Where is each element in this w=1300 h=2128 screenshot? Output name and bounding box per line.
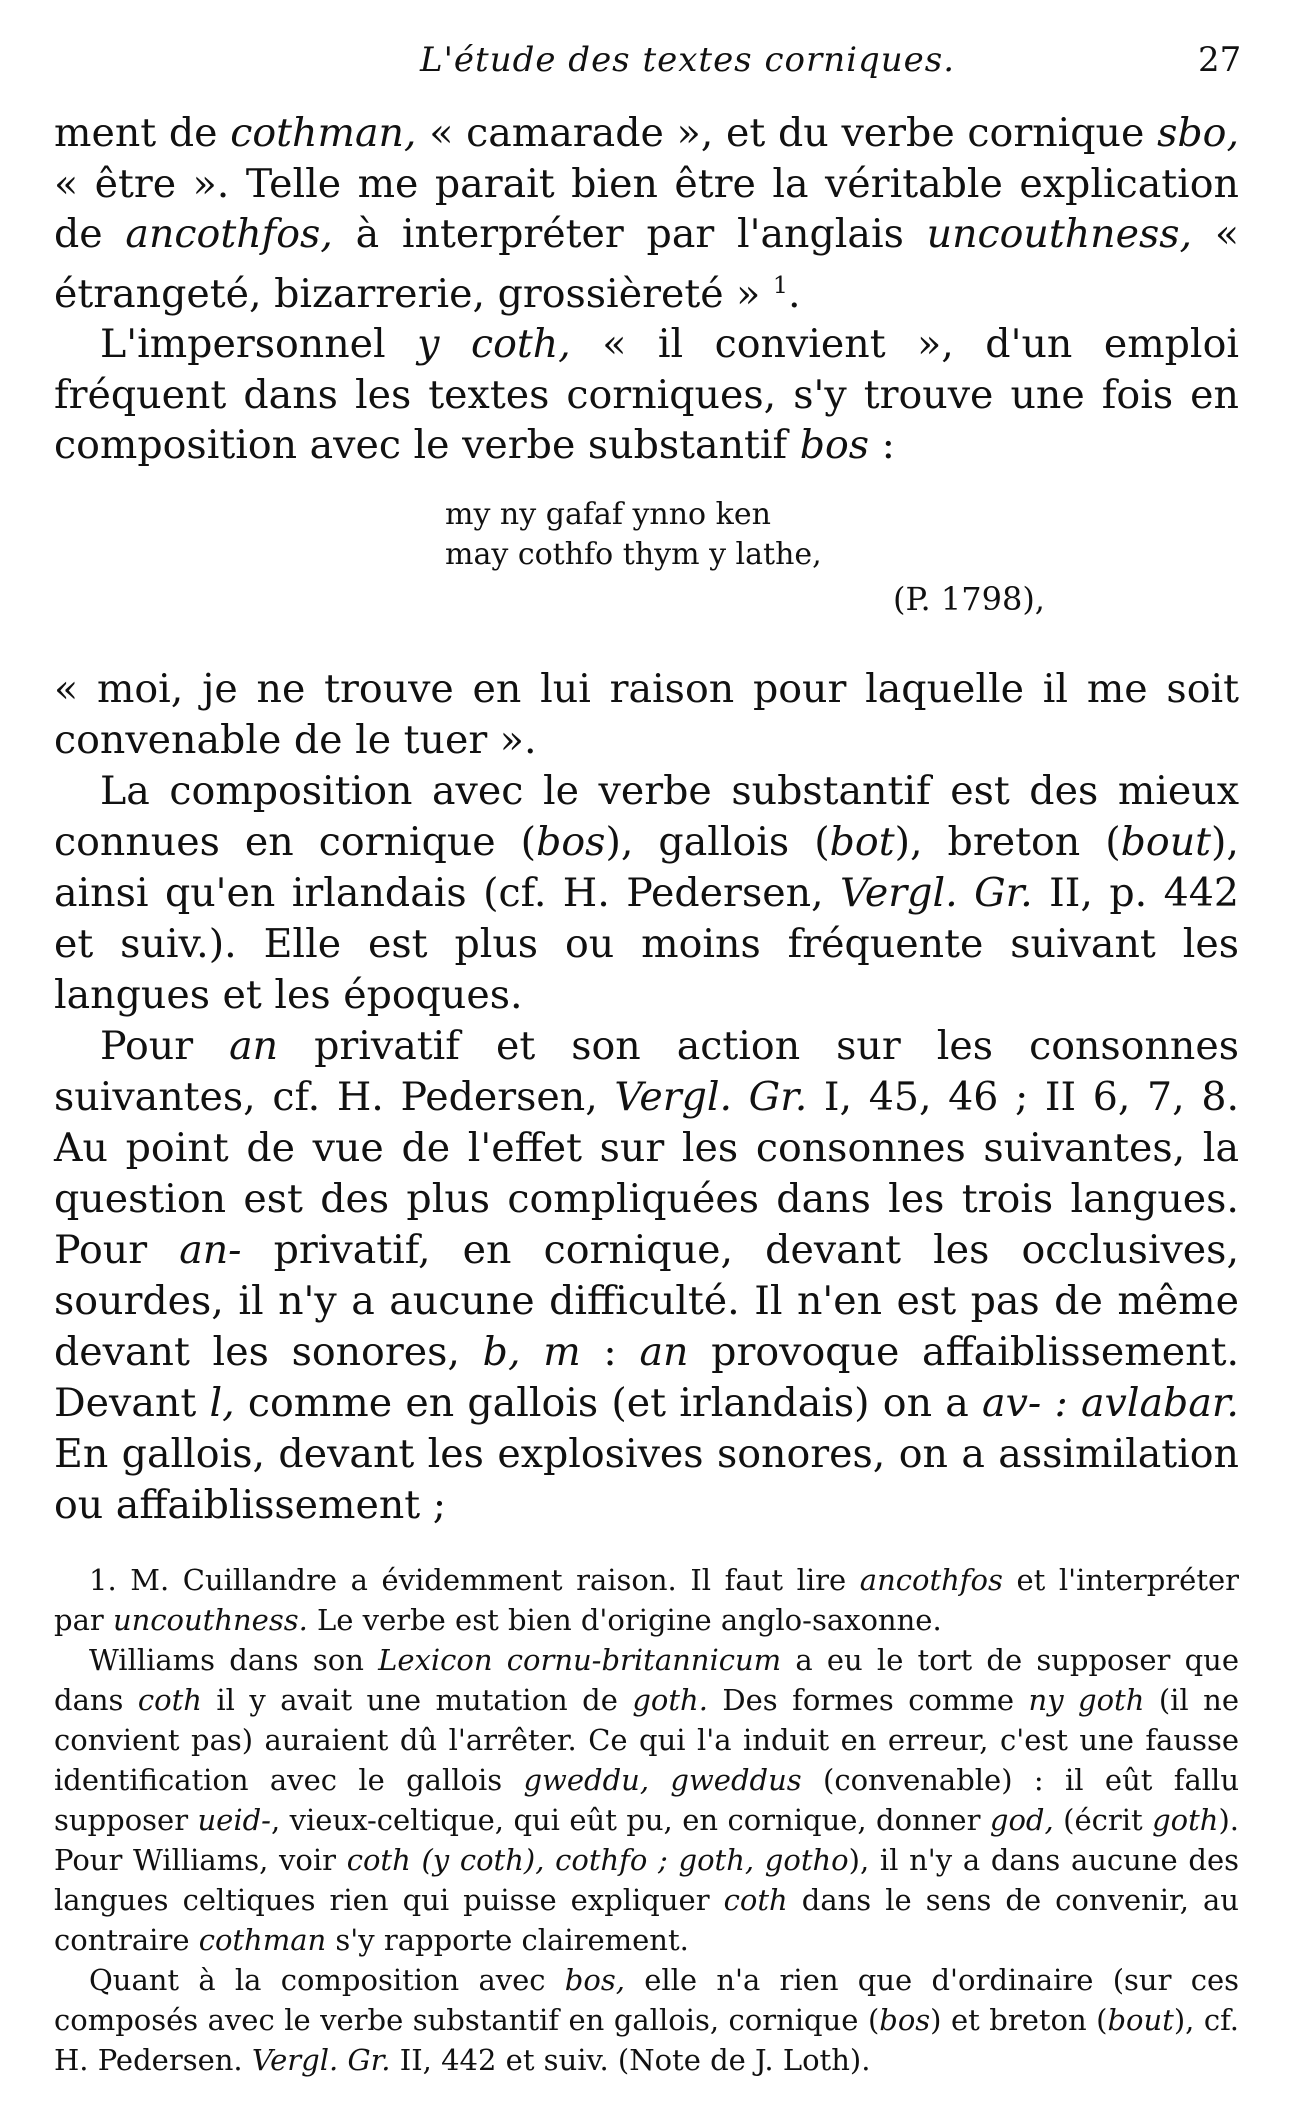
- footnote-marker: 1: [772, 270, 788, 299]
- italic-term: god,: [989, 1803, 1054, 1837]
- paragraph-4: La composition avec le verbe substantif est des mieux connues en cornique (bos), gallois (bot), breton (bout), ainsi qu'en irlandais (cf. H. Pedersen, Vergl. Gr. II, p. 442 et suiv.). Elle est plus ou moins fréquente suivant les langues et les époques.: [54, 768, 1240, 1018]
- page-number: 27: [1198, 40, 1242, 80]
- italic-term: coth: [723, 1883, 788, 1917]
- paragraph-1: ment de cothman, « camarade », et du verbe cornique sbo, « être ». Telle me parait bien être la véritable explication de ancothfos, à interpréter par l'anglais uncouthness, « étrangeté, bizarrerie, grossièreté » $^1$.: [54, 110, 1240, 317]
- italic-term: ueid-: [197, 1803, 271, 1837]
- italic-term: bos: [799, 422, 870, 469]
- italic-term: Lexicon cornu-britannicum: [378, 1643, 782, 1677]
- verse-line-2: may cothfo thym y lathe,: [445, 537, 822, 572]
- italic-term: uncouthness,: [926, 211, 1193, 257]
- italic-term: Vergl. Gr.: [251, 2043, 391, 2077]
- italic-term: bout: [1120, 819, 1212, 865]
- italic-term: bos,: [564, 1963, 625, 1997]
- italic-term: an: [639, 1329, 689, 1375]
- italic-term: ancothfos,: [125, 211, 333, 257]
- italic-term: Vergl. Gr.: [840, 870, 1033, 916]
- italic-term: ny goth: [1028, 1683, 1145, 1717]
- footnotes: [54, 1560, 1239, 2080]
- italic-term: coth (y coth), cothfo ; goth, gotho: [346, 1843, 849, 1877]
- running-head: [0, 40, 1300, 80]
- italic-term: bos: [879, 2003, 931, 2037]
- verse-quote: [445, 495, 822, 575]
- italic-term: sbo,: [1157, 110, 1240, 156]
- italic-term: coth: [137, 1683, 202, 1717]
- italic-term: cothman: [198, 1923, 327, 1957]
- verse-citation: (P. 1798),: [893, 580, 1045, 618]
- footnote-3: Quant à la composition avec bos, elle n'a rien que d'ordinaire (sur ces composés avec le verbe substantif en gallois, cornique (bos) et breton (bout), cf. H. Pedersen. Vergl. Gr. II, 442 et suiv. (Note de J. Loth).: [54, 1963, 1239, 2077]
- italic-term: l,: [209, 1380, 235, 1426]
- italic-term: goth: [1152, 1803, 1219, 1837]
- italic-term: y coth,: [417, 321, 571, 368]
- italic-term: Vergl. Gr.: [614, 1074, 808, 1120]
- italic-term: an: [229, 1023, 279, 1069]
- verse-line-1: my ny gafaf ynno ken: [445, 497, 771, 532]
- running-title: L'étude des textes corniques.: [420, 40, 956, 80]
- italic-term: goth.: [632, 1683, 708, 1717]
- main-text-top: [54, 108, 1239, 471]
- italic-term: bot: [829, 819, 895, 865]
- italic-term: an-: [179, 1227, 242, 1273]
- italic-term: uncouthness.: [112, 1603, 308, 1637]
- italic-term: bos: [536, 819, 606, 865]
- main-text-bottom: [54, 664, 1239, 1531]
- paragraph-2: L'impersonnel y coth, « il convient », d'un emploi fréquent dans les textes corniques, s'y trouve une fois en composition avec le verbe substantif bos :: [54, 321, 1239, 469]
- italic-term: av- : avlabar.: [982, 1380, 1239, 1426]
- paragraph-3: « moi, je ne trouve en lui raison pour laquelle il me soit convenable de le tuer ».: [54, 666, 1239, 763]
- footnote-2: Williams dans son Lexicon cornu-britannicum a eu le tort de supposer que dans coth il y avait une mutation de goth. Des formes comme ny goth (il ne convient pas) auraient dû l'arrêter. Ce qui l'a induit en erreur, c'est une fausse identification avec le gallois gweddu, gweddus (convenable) : il eût fallu supposer ueid-, vieux-celtique, qui eût pu, en cornique, donner god, (écrit goth). Pour Williams, voir coth (y coth), cothfo ; goth, gotho), il n'y a dans aucune des langues celtiques rien qui puisse expliquer coth dans le sens de convenir, au contraire cothman s'y rapporte clairement.: [54, 1643, 1240, 1957]
- italic-term: gweddu, gweddus: [523, 1763, 802, 1797]
- italic-term: ancothfos: [859, 1563, 1003, 1597]
- footnote-1: 1. M. Cuillandre a évidemment raison. Il faut lire ancothfos et l'interpréter par uncouthness. Le verbe est bien d'origine anglo-saxonne.: [54, 1563, 1239, 1637]
- italic-term: cothman,: [230, 110, 417, 156]
- italic-term: b, m: [482, 1329, 581, 1375]
- italic-term: bout: [1107, 2003, 1174, 2037]
- paragraph-5: Pour an privatif et son action sur les consonnes suivantes, cf. H. Pedersen, Vergl. Gr. I, 45, 46 ; II 6, 7, 8. Au point de vue de l'effet sur les consonnes suivantes, la question est des plus compliquées dans les trois langues. Pour an- privatif, en cornique, devant les occlusives, sourdes, il n'y a aucune difficulté. Il n'en est pas de même devant les sonores, b, m : an provoque affaiblissement. Devant l, comme en gallois (et irlandais) on a av- : avlabar. En gallois, devant les explosives sonores, on a assimilation ou affaiblissement ;: [54, 1023, 1240, 1528]
